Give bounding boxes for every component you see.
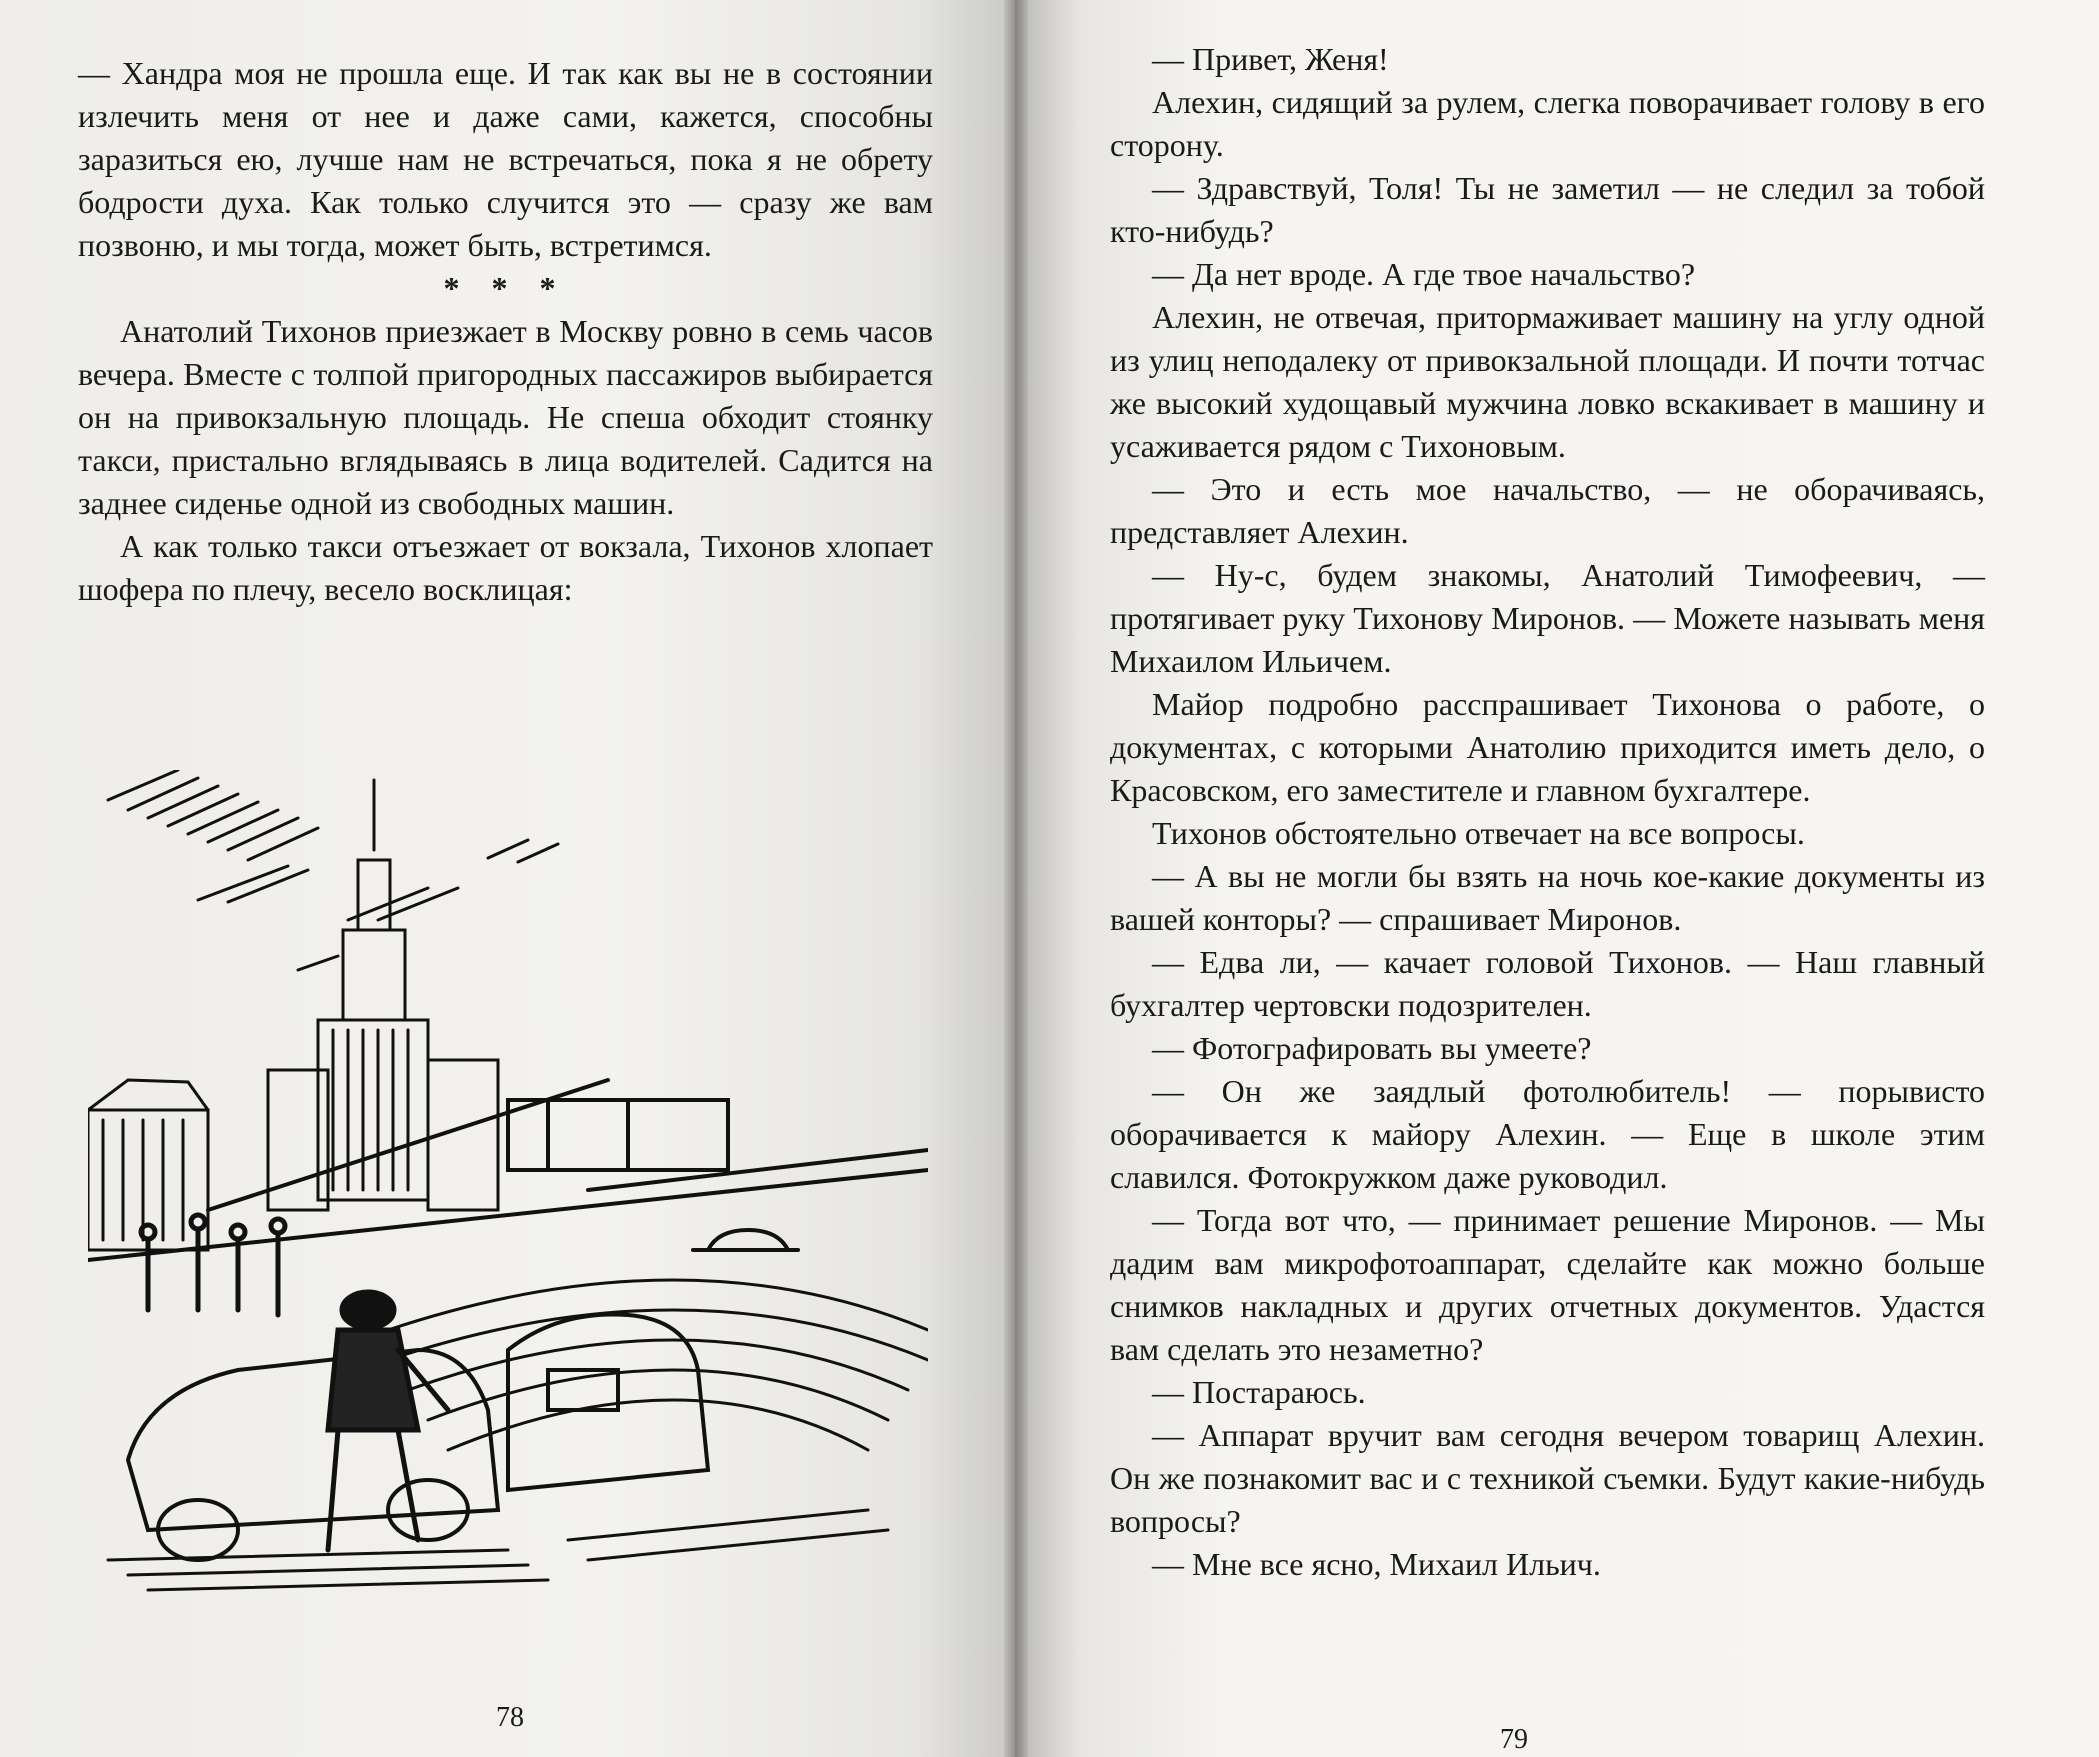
left-page-text <box>78 52 933 611</box>
paragraph: — Это и есть мое начальство, — не оборачиваясь, представляет Алехин. <box>1110 471 1985 550</box>
section-separator: * * * <box>443 270 568 306</box>
paragraph: — Тогда вот что, — принимает решение Миронов. — Мы дадим вам микрофотоаппарат, сделайте как можно больше снимков накладных и других отчетных документов. Удастся вам сделать это незаметно? <box>1110 1202 1985 1367</box>
page-number-left: 78 <box>496 1702 524 1733</box>
paragraph: — Привет, Женя! <box>1152 41 1389 77</box>
right-page-text <box>1110 38 1985 1586</box>
page-number-right: 79 <box>1500 1724 1528 1755</box>
paragraph: — Фотографировать вы умеете? <box>1152 1030 1592 1066</box>
paragraph: Анатолий Тихонов приезжает в Москву ровно в семь часов вечера. Вместе с толпой пригородных пассажиров выбирается он на привокзальную площадь. Не спеша обходит стоянку такси, пристально вглядываясь в лица водителей. Садится на заднее сиденье одной из свободных машин. <box>78 313 933 521</box>
paragraph: — Да нет вроде. А где твое начальство? <box>1152 256 1696 292</box>
book-gutter <box>1004 0 1028 1757</box>
paragraph: — Мне все ясно, Михаил Ильич. <box>1152 1546 1601 1582</box>
paragraph: — Ну-с, будем знакомы, Анатолий Тимофеевич, — протягивает руку Тихонову Миронов. — Можете называть меня Михаилом Ильичем. <box>1110 557 1985 679</box>
paragraph: — Хандра моя не прошла еще. И так как вы не в состоянии излечить меня от нее и даже сами, кажется, способны заразиться ею, лучше нам не встречаться, пока я не обрету бодрости духа. Как только случится это — сразу же вам позвоню, и мы тогда, может быть, встретимся. <box>78 55 933 263</box>
paragraph: — Он же заядлый фотолюбитель! — порывисто оборачивается к майору Алехин. — Еще в школе этим славился. Фотокружком даже руководил. <box>1110 1073 1985 1195</box>
paragraph: Алехин, не отвечая, притормаживает машину на углу одной из улиц неподалеку от привокзальной площади. И почти тотчас же высокий худощавый мужчина ловко вскакивает в машину и усаживается рядом с Тихоновым. <box>1110 299 1985 464</box>
paragraph: Тихонов обстоятельно отвечает на все вопросы. <box>1152 815 1805 851</box>
taxi-street-illustration <box>88 770 928 1610</box>
paragraph: — Здравствуй, Толя! Ты не заметил — не следил за тобой кто-нибудь? <box>1110 170 1985 249</box>
paragraph: — Аппарат вручит вам сегодня вечером товарищ Алехин. Он же познакомит вас и с техникой съемки. Будут какие-нибудь вопросы? <box>1110 1417 1985 1539</box>
paragraph: — А вы не могли бы взять на ночь кое-какие документы из вашей конторы? — спрашивает Миронов. <box>1110 858 1985 937</box>
paragraph: — Постараюсь. <box>1152 1374 1366 1410</box>
paragraph: Алехин, сидящий за рулем, слегка поворачивает голову в его сторону. <box>1110 84 1985 163</box>
paragraph: — Едва ли, — качает головой Тихонов. — Наш главный бухгалтер чертовски подозрителен. <box>1110 944 1985 1023</box>
paragraph: Майор подробно расспрашивает Тихонова о работе, о документах, с которыми Анатолию приходится иметь дело, о Красовском, его заместителе и главном бухгалтере. <box>1110 686 1985 808</box>
paragraph: А как только такси отъезжает от вокзала, Тихонов хлопает шофера по плечу, весело восклицая: <box>78 528 933 607</box>
